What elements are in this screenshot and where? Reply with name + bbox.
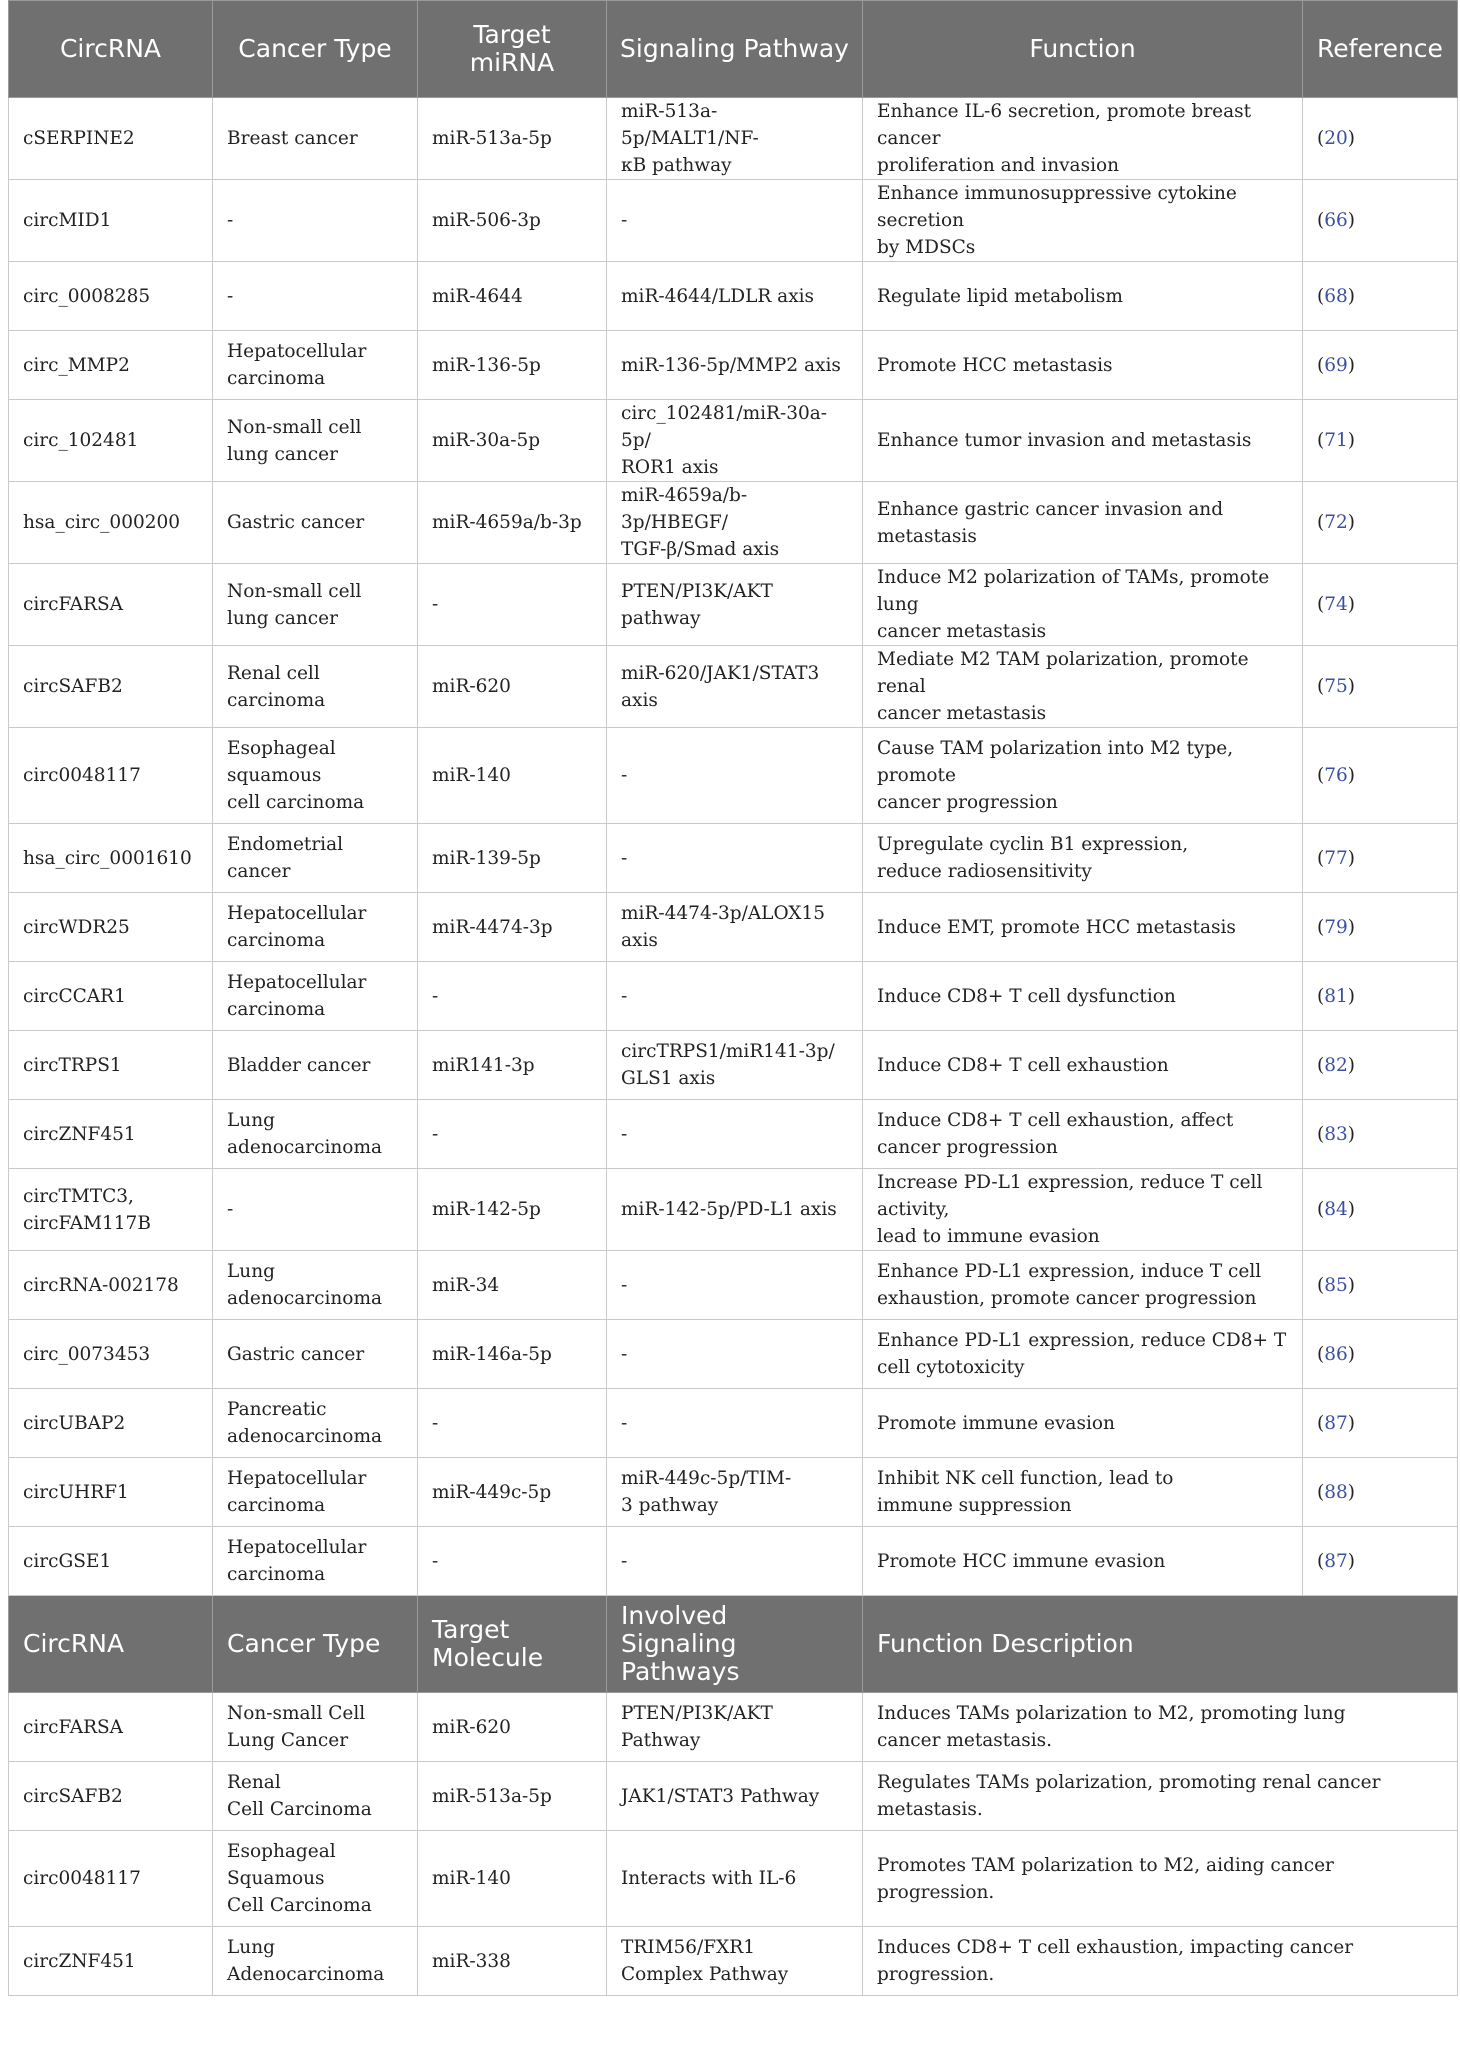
table-row <box>9 1927 1458 1996</box>
signaling-pathway-cell: miR-4659a/b-3p/HBEGF/ TGF-β/Smad axis <box>607 482 863 564</box>
table-row <box>9 1169 1458 1251</box>
circrna-cell: circFARSA <box>9 564 213 646</box>
circrna-cell: circUHRF1 <box>9 1458 213 1527</box>
target-mirna-cell: miR-140 <box>418 728 607 824</box>
signaling-pathway-cell: circTRPS1/miR141-3p/ GLS1 axis <box>607 1031 863 1100</box>
reference-cell: (74) <box>1303 564 1458 646</box>
cancer-type-cell: Pancreatic adenocarcinoma <box>213 1389 418 1458</box>
cancer-type-cell: Hepatocellular carcinoma <box>213 1527 418 1596</box>
target-mirna-cell: miR-4644 <box>418 262 607 331</box>
target-mirna-cell: - <box>418 1100 607 1169</box>
reference-link[interactable]: 71 <box>1324 430 1348 451</box>
signaling-pathway-cell: JAK1/STAT3 Pathway <box>607 1762 863 1831</box>
target-mirna-cell: - <box>418 564 607 646</box>
table-row <box>9 1389 1458 1458</box>
header-signaling-pathway: Signaling Pathway <box>607 1 863 98</box>
reference-cell: (83) <box>1303 1100 1458 1169</box>
reference-link[interactable]: 86 <box>1324 1343 1348 1365</box>
cancer-type-cell: Lung Adenocarcinoma <box>213 1927 418 1996</box>
signaling-pathway-cell: - <box>607 728 863 824</box>
function-cell: Promote immune evasion <box>863 1389 1303 1458</box>
table-row <box>9 1762 1458 1831</box>
function-cell: Regulate lipid metabolism <box>863 262 1303 331</box>
table-row <box>9 962 1458 1031</box>
reference-link[interactable]: 83 <box>1324 1123 1348 1145</box>
target-mirna-cell: miR-30a-5p <box>418 400 607 482</box>
reference-cell: (79) <box>1303 893 1458 962</box>
circrna-cell: circ_102481 <box>9 400 213 482</box>
function-cell: Enhance gastric cancer invasion and metastasis <box>863 482 1303 564</box>
function-cell: Promote HCC immune evasion <box>863 1527 1303 1596</box>
table-row <box>9 1693 1458 1762</box>
reference-link[interactable]: 87 <box>1324 1550 1348 1572</box>
reference-cell: (69) <box>1303 331 1458 400</box>
signaling-pathway-cell: PTEN/PI3K/AKT Pathway <box>607 1693 863 1762</box>
function-cell: Inhibit NK cell function, lead to immune suppression <box>863 1458 1303 1527</box>
reference-cell: (66) <box>1303 180 1458 262</box>
signaling-pathway-cell: - <box>607 824 863 893</box>
reference-cell: (82) <box>1303 1031 1458 1100</box>
cancer-type-cell: Non-small Cell Lung Cancer <box>213 1693 418 1762</box>
cancer-type-cell: Esophageal Squamous Cell Carcinoma <box>213 1831 418 1927</box>
header-involved-signaling-pathways: Involved Signaling Pathways <box>607 1596 863 1693</box>
table-row <box>9 262 1458 331</box>
circrna-cell: circRNA-002178 <box>9 1251 213 1320</box>
header-target-molecule: Target Molecule <box>418 1596 607 1693</box>
circrna-cell: circZNF451 <box>9 1100 213 1169</box>
reference-link[interactable]: 79 <box>1324 916 1348 938</box>
table-row <box>9 1831 1458 1927</box>
reference-cell: (20) <box>1303 98 1458 180</box>
cancer-type-cell: Lung adenocarcinoma <box>213 1100 418 1169</box>
circrna-cell: circ_0008285 <box>9 262 213 331</box>
signaling-pathway-cell: miR-513a-5p/MALT1/NF- κB pathway <box>607 98 863 180</box>
cancer-type-cell: Gastric cancer <box>213 482 418 564</box>
cancer-type-cell: Hepatocellular carcinoma <box>213 1458 418 1527</box>
signaling-pathway-cell: - <box>607 1527 863 1596</box>
cancer-type-cell: Non-small cell lung cancer <box>213 400 418 482</box>
target-mirna-cell: - <box>418 1527 607 1596</box>
header-cancer-type-2: Cancer Type <box>213 1596 418 1693</box>
table-row <box>9 728 1458 824</box>
header-function: Function <box>863 1 1303 98</box>
cancer-type-cell: Renal Cell Carcinoma <box>213 1762 418 1831</box>
target-molecule-cell: miR-338 <box>418 1927 607 1996</box>
target-molecule-cell: miR-620 <box>418 1693 607 1762</box>
target-mirna-cell: - <box>418 962 607 1031</box>
function-cell: Increase PD-L1 expression, reduce T cell activity, lead to immune evasion <box>863 1169 1303 1251</box>
target-mirna-cell: miR-136-5p <box>418 331 607 400</box>
signaling-pathway-cell: - <box>607 1320 863 1389</box>
cancer-type-cell: - <box>213 262 418 331</box>
function-cell: Mediate M2 TAM polarization, promote renal cancer metastasis <box>863 646 1303 728</box>
target-molecule-cell: miR-513a-5p <box>418 1762 607 1831</box>
signaling-pathway-cell: - <box>607 180 863 262</box>
function-description-cell: Induces CD8+ T cell exhaustion, impacting cancer progression. <box>863 1927 1458 1996</box>
target-mirna-cell: miR-4474-3p <box>418 893 607 962</box>
signaling-pathway-cell: PTEN/PI3K/AKT pathway <box>607 564 863 646</box>
circrna-cell: circCCAR1 <box>9 962 213 1031</box>
circrna-cell: circ0048117 <box>9 1831 213 1927</box>
header-reference: Reference <box>1303 1 1458 98</box>
target-mirna-cell: - <box>418 1389 607 1458</box>
signaling-pathway-cell: - <box>607 1251 863 1320</box>
target-mirna-cell: miR-506-3p <box>418 180 607 262</box>
function-cell: Cause TAM polarization into M2 type, promote cancer progression <box>863 728 1303 824</box>
table-row <box>9 1458 1458 1527</box>
reference-cell: (72) <box>1303 482 1458 564</box>
cancer-type-cell: - <box>213 1169 418 1251</box>
table-row <box>9 564 1458 646</box>
target-mirna-cell: miR-620 <box>418 646 607 728</box>
target-mirna-cell: miR-142-5p <box>418 1169 607 1251</box>
cancer-type-cell: Endometrial cancer <box>213 824 418 893</box>
target-mirna-cell: miR-4659a/b-3p <box>418 482 607 564</box>
function-cell: Enhance PD-L1 expression, reduce CD8+ T cell cytotoxicity <box>863 1320 1303 1389</box>
reference-cell: (87) <box>1303 1389 1458 1458</box>
reference-cell: (85) <box>1303 1251 1458 1320</box>
cancer-type-cell: Gastric cancer <box>213 1320 418 1389</box>
table2-header-row <box>9 1596 1458 1693</box>
cancer-type-cell: Lung adenocarcinoma <box>213 1251 418 1320</box>
circrna-table <box>8 0 1458 1996</box>
reference-link[interactable]: 75 <box>1324 676 1348 697</box>
function-cell: Induce CD8+ T cell exhaustion, affect cancer progression <box>863 1100 1303 1169</box>
reference-cell: (68) <box>1303 262 1458 331</box>
circrna-cell: circZNF451 <box>9 1927 213 1996</box>
circrna-cell: circSAFB2 <box>9 646 213 728</box>
circrna-cell: circ_0073453 <box>9 1320 213 1389</box>
target-mirna-cell: miR-139-5p <box>418 824 607 893</box>
reference-link[interactable]: 68 <box>1324 285 1348 307</box>
signaling-pathway-cell: miR-4644/LDLR axis <box>607 262 863 331</box>
table-row <box>9 98 1458 180</box>
signaling-pathway-cell: Interacts with IL-6 <box>607 1831 863 1927</box>
table1-header-row <box>9 1 1458 98</box>
signaling-pathway-cell: circ_102481/miR-30a-5p/ ROR1 axis <box>607 400 863 482</box>
cancer-type-cell: Hepatocellular carcinoma <box>213 962 418 1031</box>
header-function-description: Function Description <box>863 1596 1458 1693</box>
function-cell: Enhance immunosuppressive cytokine secretion by MDSCs <box>863 180 1303 262</box>
signaling-pathway-cell: miR-449c-5p/TIM- 3 pathway <box>607 1458 863 1527</box>
function-cell: Induce M2 polarization of TAMs, promote lung cancer metastasis <box>863 564 1303 646</box>
function-cell: Enhance tumor invasion and metastasis <box>863 400 1303 482</box>
target-molecule-cell: miR-140 <box>418 1831 607 1927</box>
reference-link[interactable]: 69 <box>1324 354 1348 376</box>
circrna-cell: circUBAP2 <box>9 1389 213 1458</box>
target-mirna-cell: miR-34 <box>418 1251 607 1320</box>
reference-link[interactable]: 88 <box>1324 1481 1348 1503</box>
function-description-cell: Promotes TAM polarization to M2, aiding cancer progression. <box>863 1831 1458 1927</box>
cancer-type-cell: Esophageal squamous cell carcinoma <box>213 728 418 824</box>
circrna-cell: circSAFB2 <box>9 1762 213 1831</box>
circrna-cell: circFARSA <box>9 1693 213 1762</box>
reference-link[interactable]: 20 <box>1324 128 1348 149</box>
reference-link[interactable]: 74 <box>1324 594 1348 615</box>
cancer-type-cell: Hepatocellular carcinoma <box>213 331 418 400</box>
signaling-pathway-cell: miR-620/JAK1/STAT3 axis <box>607 646 863 728</box>
reference-cell: (88) <box>1303 1458 1458 1527</box>
function-cell: Enhance IL-6 secretion, promote breast cancer proliferation and invasion <box>863 98 1303 180</box>
function-cell: Induce CD8+ T cell dysfunction <box>863 962 1303 1031</box>
reference-link[interactable]: 84 <box>1324 1199 1348 1220</box>
circrna-cell: circTMTC3, circFAM117B <box>9 1169 213 1251</box>
function-cell: Induce EMT, promote HCC metastasis <box>863 893 1303 962</box>
cancer-type-cell: Breast cancer <box>213 98 418 180</box>
reference-cell: (75) <box>1303 646 1458 728</box>
reference-cell: (76) <box>1303 728 1458 824</box>
signaling-pathway-cell: - <box>607 1100 863 1169</box>
target-mirna-cell: miR-449c-5p <box>418 1458 607 1527</box>
function-cell: Promote HCC metastasis <box>863 331 1303 400</box>
reference-cell: (77) <box>1303 824 1458 893</box>
reference-link[interactable]: 66 <box>1324 210 1348 231</box>
signaling-pathway-cell: - <box>607 1389 863 1458</box>
cancer-type-cell: Hepatocellular carcinoma <box>213 893 418 962</box>
cancer-type-cell: Bladder cancer <box>213 1031 418 1100</box>
reference-link[interactable]: 82 <box>1324 1054 1348 1076</box>
table-row <box>9 1251 1458 1320</box>
table-row <box>9 331 1458 400</box>
table-row <box>9 180 1458 262</box>
reference-link[interactable]: 87 <box>1324 1412 1348 1434</box>
reference-link[interactable]: 77 <box>1324 847 1348 869</box>
target-mirna-cell: miR-146a-5p <box>418 1320 607 1389</box>
header-circrna: CircRNA <box>9 1 213 98</box>
circrna-cell: circTRPS1 <box>9 1031 213 1100</box>
circrna-cell: circ0048117 <box>9 728 213 824</box>
header-cancer-type: Cancer Type <box>213 1 418 98</box>
table-row <box>9 482 1458 564</box>
reference-cell: (71) <box>1303 400 1458 482</box>
reference-link[interactable]: 76 <box>1324 765 1348 786</box>
circrna-cell: hsa_circ_000200 <box>9 482 213 564</box>
reference-link[interactable]: 81 <box>1324 985 1348 1007</box>
reference-cell: (84) <box>1303 1169 1458 1251</box>
cancer-type-cell: Renal cell carcinoma <box>213 646 418 728</box>
cancer-type-cell: Non-small cell lung cancer <box>213 564 418 646</box>
function-cell: Induce CD8+ T cell exhaustion <box>863 1031 1303 1100</box>
header-circrna-2: CircRNA <box>9 1596 213 1693</box>
reference-link[interactable]: 85 <box>1324 1274 1348 1296</box>
table-row <box>9 893 1458 962</box>
function-cell: Enhance PD-L1 expression, induce T cell exhaustion, promote cancer progression <box>863 1251 1303 1320</box>
signaling-pathway-cell: miR-136-5p/MMP2 axis <box>607 331 863 400</box>
circrna-cell: circ_MMP2 <box>9 331 213 400</box>
table-row <box>9 824 1458 893</box>
function-description-cell: Regulates TAMs polarization, promoting renal cancer metastasis. <box>863 1762 1458 1831</box>
table-row <box>9 1527 1458 1596</box>
reference-link[interactable]: 72 <box>1324 512 1348 533</box>
circrna-cell: hsa_circ_0001610 <box>9 824 213 893</box>
cancer-type-cell: - <box>213 180 418 262</box>
table-row <box>9 1320 1458 1389</box>
circrna-cell: circWDR25 <box>9 893 213 962</box>
circrna-cell: circMID1 <box>9 180 213 262</box>
table-row <box>9 400 1458 482</box>
target-mirna-cell: miR-513a-5p <box>418 98 607 180</box>
table-row <box>9 1031 1458 1100</box>
signaling-pathway-cell: TRIM56/FXR1 Complex Pathway <box>607 1927 863 1996</box>
table-row <box>9 646 1458 728</box>
signaling-pathway-cell: - <box>607 962 863 1031</box>
reference-cell: (87) <box>1303 1527 1458 1596</box>
reference-cell: (81) <box>1303 962 1458 1031</box>
signaling-pathway-cell: miR-4474-3p/ALOX15 axis <box>607 893 863 962</box>
function-description-cell: Induces TAMs polarization to M2, promoting lung cancer metastasis. <box>863 1693 1458 1762</box>
header-target-mirna: Target miRNA <box>418 1 607 98</box>
circrna-cell: circGSE1 <box>9 1527 213 1596</box>
signaling-pathway-cell: miR-142-5p/PD-L1 axis <box>607 1169 863 1251</box>
circrna-cell: cSERPINE2 <box>9 98 213 180</box>
reference-cell: (86) <box>1303 1320 1458 1389</box>
target-mirna-cell: miR141-3p <box>418 1031 607 1100</box>
function-cell: Upregulate cyclin B1 expression, reduce radiosensitivity <box>863 824 1303 893</box>
table-row <box>9 1100 1458 1169</box>
